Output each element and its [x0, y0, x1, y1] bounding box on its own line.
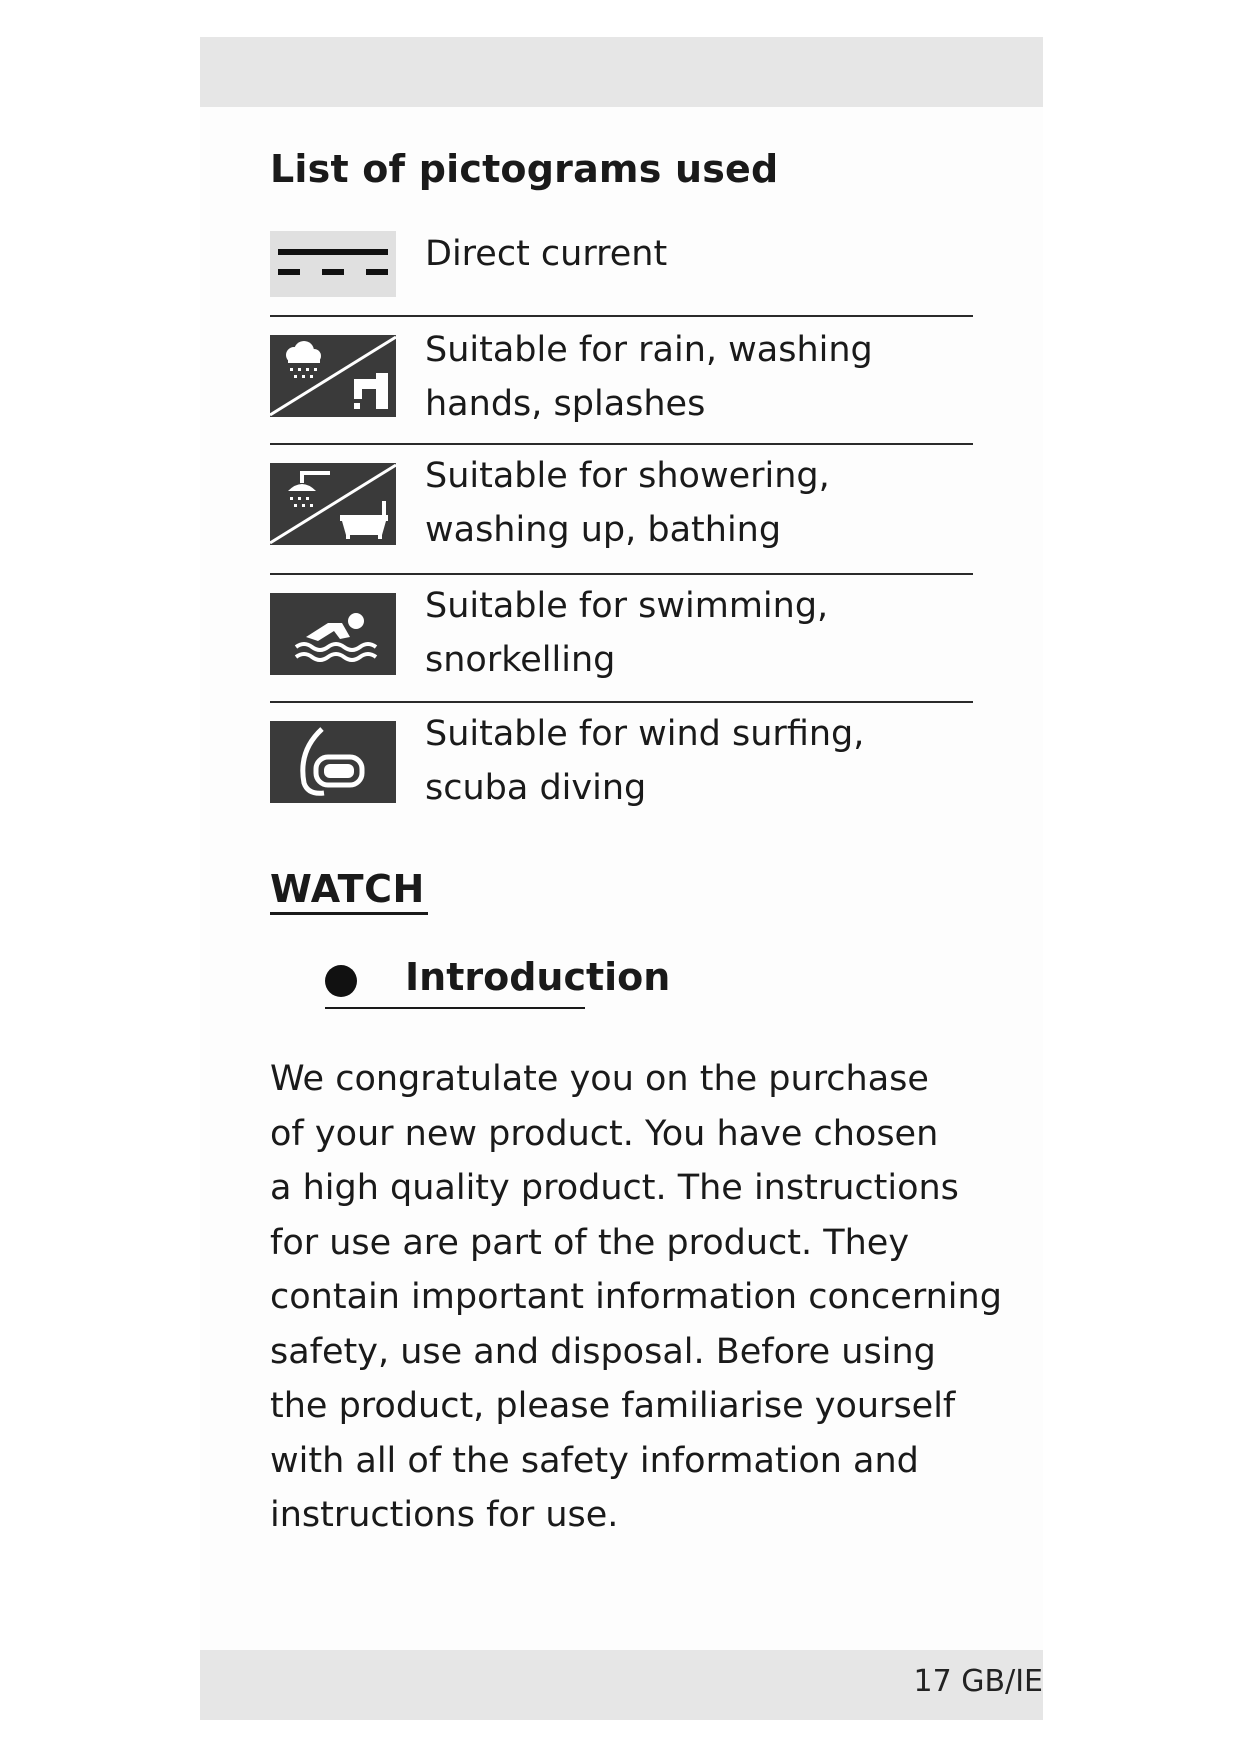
pictogram-table [270, 223, 973, 829]
pictogram-list-heading: List of pictograms used [270, 147, 779, 191]
introduction-paragraph: We congratulate you on the purchase of your new product. You have chosen a high quality product. The instructions for use are part of the product. They contain important information concerning safety, use and disposal. Before using the product, please familiarise yourself with all of the safety information and instructions for use. [270, 1059, 1002, 1535]
introduction-heading: Introduction [405, 955, 671, 999]
pictogram-label: Suitable for wind surfing, scuba diving [425, 714, 865, 808]
pictogram-label: Suitable for swimming, snorkelling [425, 586, 829, 680]
swimmer-icon [270, 593, 396, 675]
rain-hands-splashes-icon [270, 335, 396, 417]
introduction-underline [325, 1007, 585, 1009]
watch-section-title: WATCH [270, 867, 425, 911]
shower-bath-icon [270, 463, 396, 545]
footer-band [200, 1650, 1043, 1720]
pictogram-row-rain [270, 317, 973, 445]
snorkel-mask-icon [270, 721, 396, 803]
pictogram-row-diving [270, 703, 973, 829]
pictogram-label: Suitable for showering, washing up, bathing [425, 456, 830, 550]
pictogram-row-shower [270, 445, 973, 575]
pictogram-row-swimming [270, 575, 973, 703]
pictogram-label: Suitable for rain, washing hands, splashes [425, 330, 873, 424]
header-band [200, 37, 1043, 107]
watch-title-underline [270, 912, 428, 915]
page-number: 17 GB/IE [913, 1664, 1043, 1699]
pictogram-label: Direct current [425, 234, 668, 274]
manual-page [200, 37, 1043, 1720]
pictogram-row-direct-current [270, 223, 973, 317]
bullet-icon [325, 965, 357, 997]
direct-current-icon [270, 223, 396, 305]
